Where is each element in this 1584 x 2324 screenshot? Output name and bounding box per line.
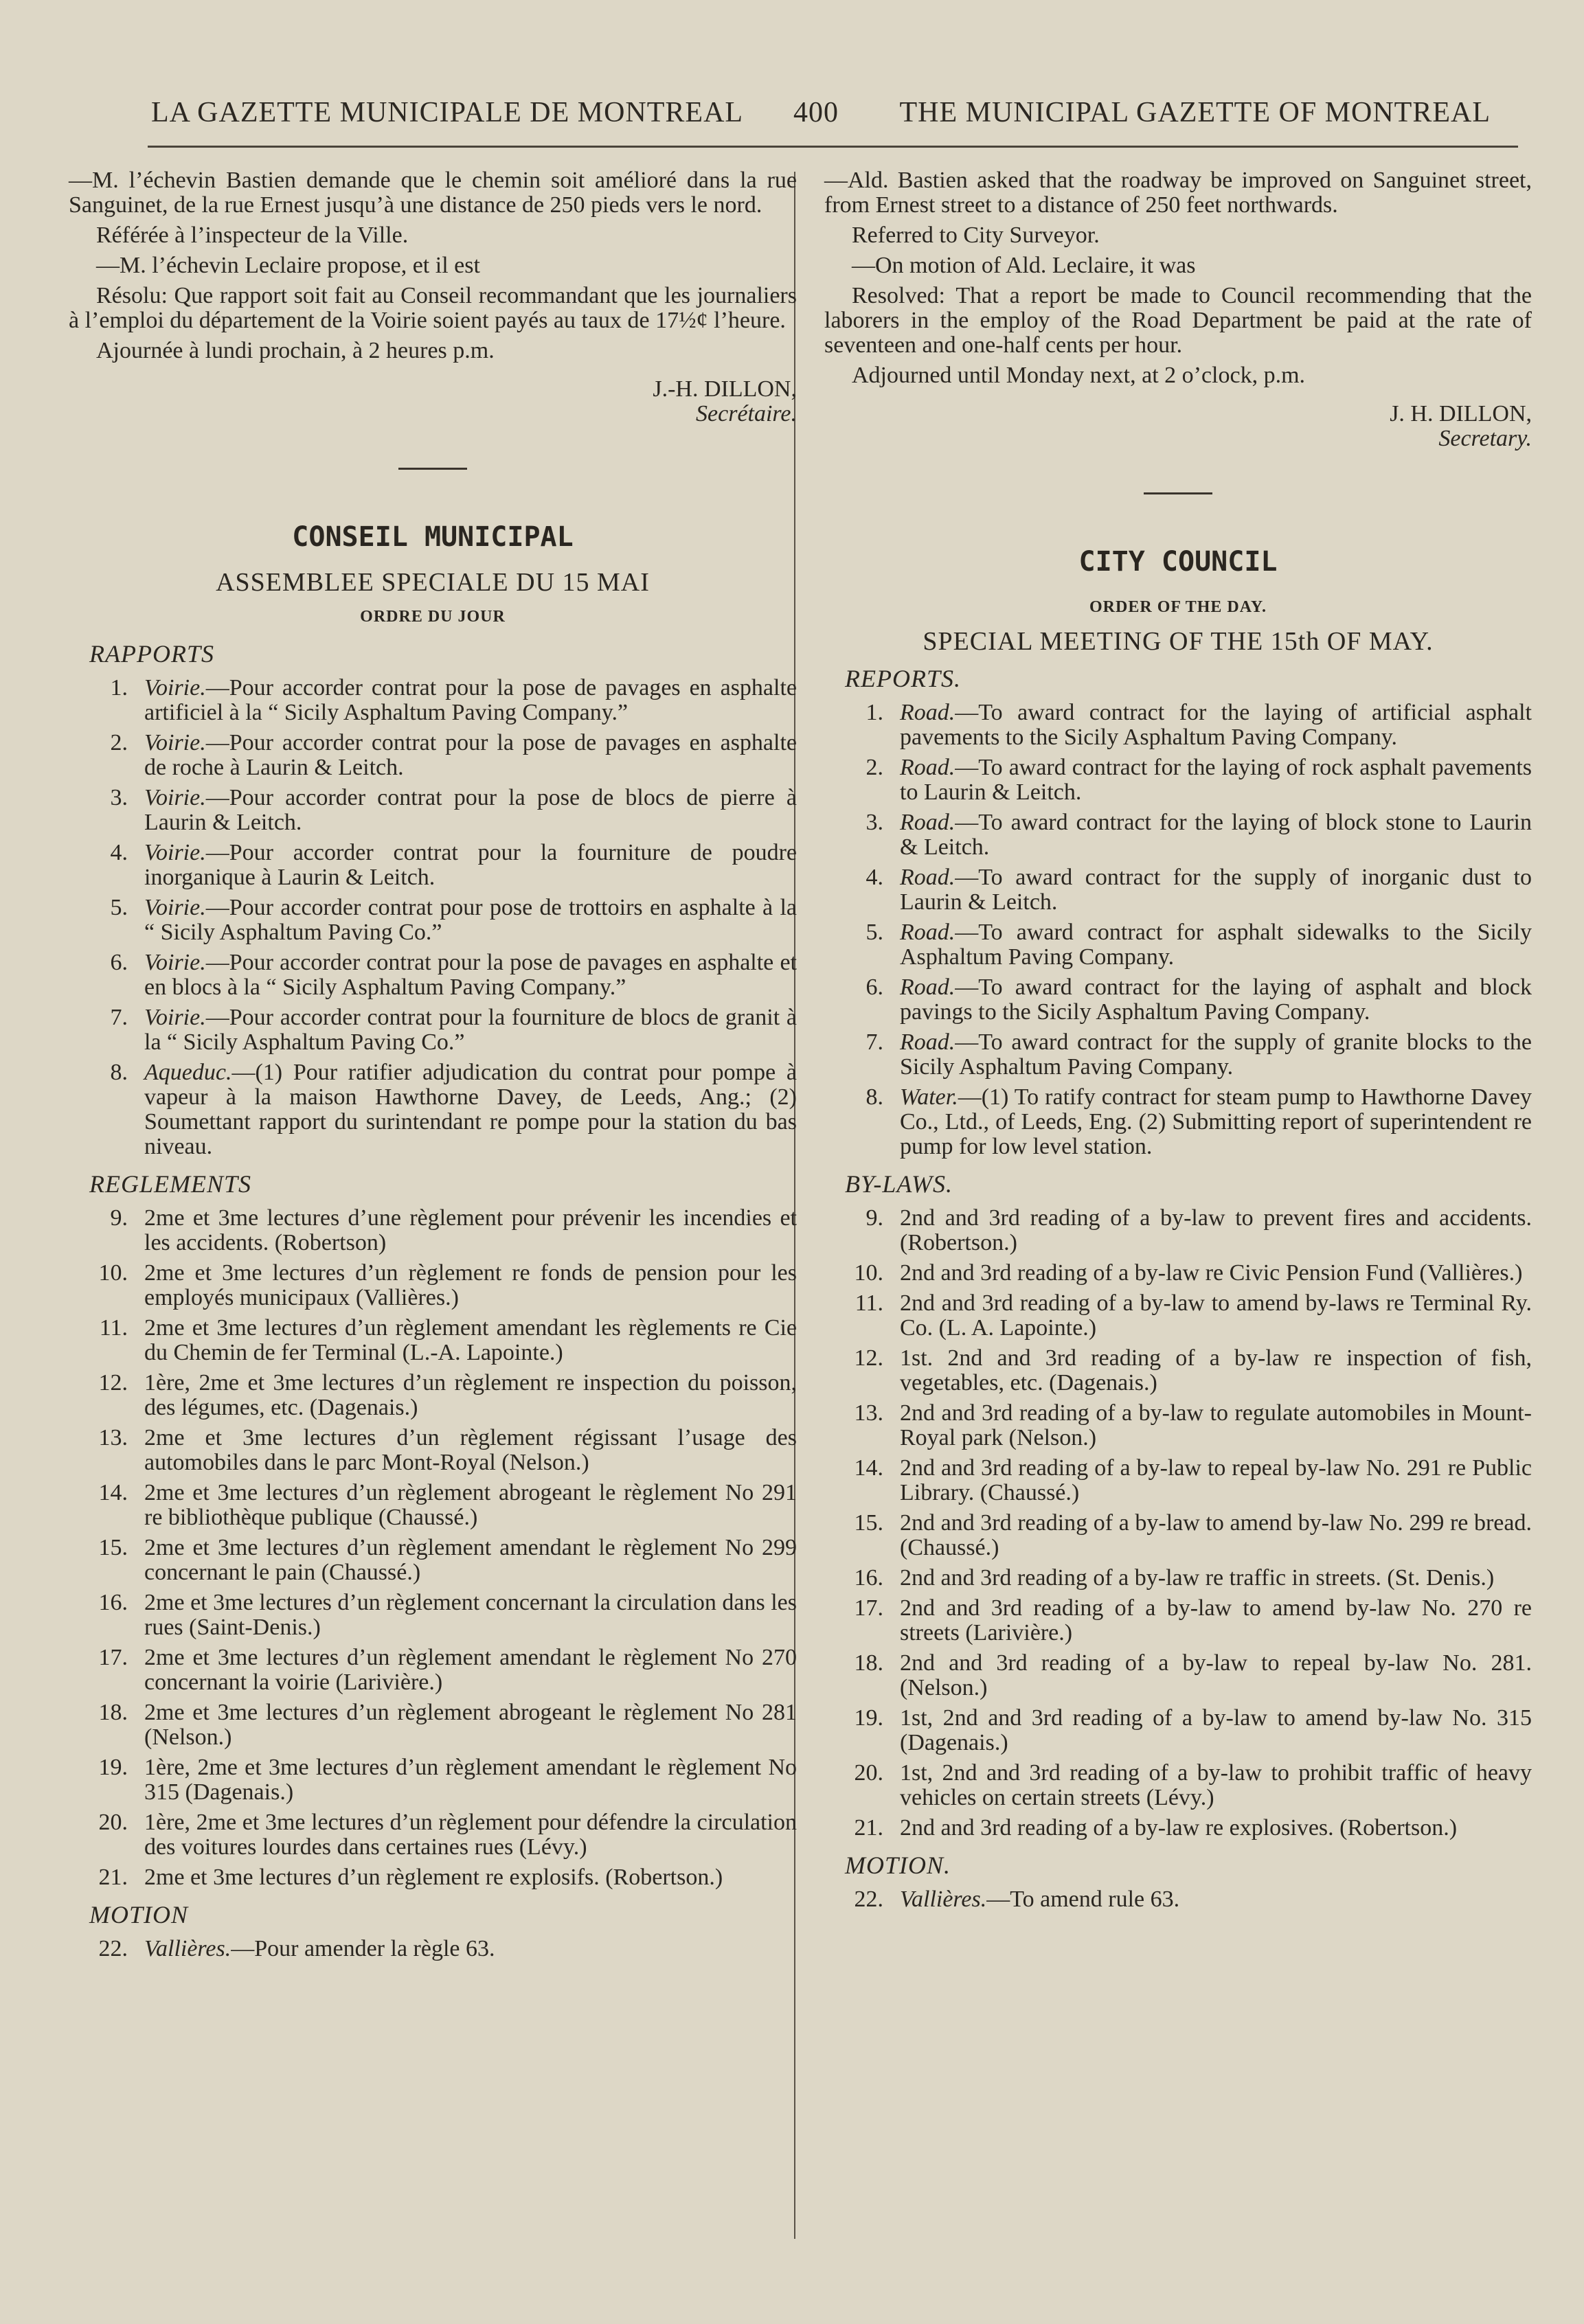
item-heading: Water.	[900, 1084, 958, 1110]
item-number: 4.	[865, 865, 883, 890]
item-number: 1.	[865, 700, 883, 725]
item-number: 7.	[865, 1029, 883, 1055]
item-body: 1ère, 2me et 3me lectures d’un règlement pour défendre la circulation des voitures lourdes dans certaines rues (Lévy.)	[144, 1810, 797, 1860]
reports-item	[69, 731, 797, 780]
item-body: —Pour accorder contrat pour la pose de pavages en asphalte de roche à Laurin & Leitch.	[144, 730, 797, 780]
motion-item	[69, 1937, 797, 1961]
intro-paragraphs	[824, 168, 1532, 388]
page-header	[144, 96, 1491, 144]
item-text	[144, 731, 797, 780]
bylaws-item	[824, 1401, 1532, 1450]
item-heading: Voirie.	[144, 1005, 206, 1030]
bylaws-item	[69, 1481, 797, 1530]
intro-paragraph: Adjourned until Monday next, at 2 o’clock, p.m.	[852, 363, 1306, 388]
item-number: 15.	[98, 1535, 128, 1560]
bylaws-list	[69, 1206, 797, 1890]
bylaws-heading: BY-LAWS.	[845, 1170, 953, 1198]
item-body: 2me et 3me lectures d’un règlement re explosifs. (Robertson.)	[144, 1865, 723, 1890]
item-text	[144, 1865, 797, 1890]
item-text	[900, 1261, 1532, 1286]
item-text	[900, 1206, 1532, 1255]
item-heading: Voirie.	[144, 840, 206, 865]
item-text	[144, 841, 797, 890]
item-body: —To award contract for the laying of rock asphalt pavements to Laurin & Leitch.	[900, 755, 1532, 805]
intro-paragraph: Referred to City Surveyor.	[852, 223, 1100, 248]
item-body: 2nd and 3rd reading of a by-law to repeal by-law No. 281. (Nelson.)	[900, 1650, 1532, 1700]
reports-item	[69, 676, 797, 725]
item-number: 9.	[110, 1205, 128, 1231]
item-body: 1ère, 2me et 3me lectures d’un règlement amendant le règlement No 315 (Dagenais.)	[144, 1755, 797, 1805]
item-text	[900, 1596, 1532, 1645]
item-number: 8.	[865, 1084, 883, 1110]
bylaws-item	[824, 1206, 1532, 1255]
reports-item	[69, 841, 797, 890]
item-number: 11.	[855, 1290, 883, 1316]
bylaws-item	[824, 1261, 1532, 1286]
item-text	[144, 950, 797, 1000]
bylaws-item	[824, 1346, 1532, 1395]
item-text	[144, 1536, 797, 1585]
item-body: 2me et 3me lectures d’un règlement amendant le règlement No 270 concernant la voirie (Larivière.)	[144, 1645, 797, 1695]
item-text	[900, 810, 1532, 860]
item-number: 2.	[110, 730, 128, 755]
item-text	[144, 676, 797, 725]
item-body: 2me et 3me lectures d’un règlement abrogeant le règlement No 291 re bibliothèque publique (Chaussé.)	[144, 1480, 797, 1530]
item-body: —To award contract for the laying of block stone to Laurin & Leitch.	[900, 810, 1532, 860]
item-number: 14.	[854, 1455, 883, 1481]
item-body: 2nd and 3rd reading of a by-law re Civic Pension Fund (Vallières.)	[900, 1260, 1523, 1286]
item-text	[900, 700, 1532, 750]
motion-heading: MOTION.	[845, 1852, 951, 1879]
item-number: 15.	[854, 1510, 883, 1536]
item-text	[144, 1481, 797, 1530]
signature-name: J.-H. DILLON,	[653, 376, 797, 402]
item-text	[144, 1316, 797, 1365]
item-number: 22.	[854, 1887, 883, 1912]
item-number: 9.	[865, 1205, 883, 1231]
item-number: 17.	[98, 1645, 128, 1670]
reports-item	[824, 865, 1532, 915]
meeting-title: ASSEMBLEE SPECIALE DU 15 MAI	[216, 568, 650, 597]
bylaws-item	[824, 1291, 1532, 1341]
item-body: —(1) To ratify contract for steam pump to Hawthorne Davey Co., Ltd., of Leeds, Eng. (2) Submitting report of superintendent re pump for low level station.	[900, 1084, 1532, 1159]
item-text	[900, 1401, 1532, 1450]
reports-item	[824, 755, 1532, 805]
item-text	[144, 1371, 797, 1420]
header-french-title: LA GAZETTE MUNICIPALE DE MONTREAL	[151, 97, 744, 128]
item-text	[144, 786, 797, 835]
item-body: 2me et 3me lectures d’un règlement concernant la circulation dans les rues (Saint-Denis.)	[144, 1590, 797, 1640]
item-heading: Voirie.	[144, 785, 206, 810]
french-column	[69, 168, 797, 1967]
item-body: —To award contract for the supply of inorganic dust to Laurin & Leitch.	[900, 865, 1532, 915]
item-text	[900, 1566, 1532, 1591]
item-text	[900, 1761, 1532, 1810]
bylaws-item	[69, 1536, 797, 1585]
item-number: 6.	[865, 975, 883, 1000]
item-body: 2nd and 3rd reading of a by-law re traffic in streets. (St. Denis.)	[900, 1565, 1495, 1591]
item-text	[900, 1030, 1532, 1080]
item-number: 20.	[98, 1810, 128, 1835]
item-number: 18.	[98, 1700, 128, 1725]
item-number: 3.	[110, 785, 128, 810]
item-heading: Aqueduc.	[144, 1060, 232, 1085]
item-number: 1.	[110, 675, 128, 700]
item-body: 2me et 3me lectures d’un règlement abrogeant le règlement No 281 (Nelson.)	[144, 1700, 797, 1750]
item-number: 16.	[98, 1590, 128, 1615]
bylaws-list	[824, 1206, 1532, 1841]
item-body: —Pour accorder contrat pour la pose de pavages en asphalte artificiel à la “ Sicily Asphaltum Paving Company.”	[144, 675, 797, 725]
header-english-title: THE MUNICIPAL GAZETTE OF MONTREAL	[899, 97, 1491, 128]
item-text	[144, 1937, 797, 1961]
item-text	[144, 1591, 797, 1640]
item-heading: Voirie.	[144, 950, 206, 975]
reports-item	[69, 950, 797, 1000]
item-body: 2me et 3me lectures d’un règlement amendant les règlements re Cie du Chemin de fer Terminal (L.-A. Lapointe.)	[144, 1315, 797, 1365]
item-number: 14.	[98, 1480, 128, 1505]
item-number: 5.	[110, 895, 128, 920]
item-number: 21.	[98, 1865, 128, 1890]
order-of-day: ORDER OF THE DAY.	[1089, 598, 1267, 616]
item-number: 10.	[98, 1260, 128, 1286]
item-number: 2.	[865, 755, 883, 780]
bylaws-item	[824, 1511, 1532, 1560]
item-heading: Vallières.	[144, 1936, 231, 1961]
reports-list	[69, 676, 797, 1159]
bylaws-item	[69, 1755, 797, 1805]
item-number: 6.	[110, 950, 128, 975]
item-body: 2nd and 3rd reading of a by-law to amend by-law No. 270 re streets (Larivière.)	[900, 1595, 1532, 1645]
item-body: 2me et 3me lectures d’une règlement pour prévenir les incendies et les accidents. (Robertson)	[144, 1205, 797, 1255]
item-body: —Pour accorder contrat pour pose de trottoirs en asphalte à la “ Sicily Asphaltum Paving Co.”	[144, 895, 797, 945]
reports-item	[69, 896, 797, 945]
reports-item	[69, 1005, 797, 1055]
item-number: 13.	[854, 1400, 883, 1426]
item-number: 13.	[98, 1425, 128, 1450]
item-number: 11.	[99, 1315, 128, 1341]
item-text	[900, 1085, 1532, 1159]
reports-item	[824, 920, 1532, 970]
item-body: 2me et 3me lectures d’un règlement re fonds de pension pour les employés municipaux (Vallières.)	[144, 1260, 797, 1310]
item-number: 12.	[98, 1370, 128, 1395]
item-number: 17.	[854, 1595, 883, 1621]
bylaws-item	[824, 1596, 1532, 1645]
bylaws-item	[824, 1706, 1532, 1755]
reports-heading: RAPPORTS	[89, 640, 214, 668]
item-body: —Pour accorder contrat pour la pose de blocs de pierre à Laurin & Leitch.	[144, 785, 797, 835]
item-number: 19.	[98, 1755, 128, 1780]
reports-list	[824, 700, 1532, 1159]
item-text	[144, 1700, 797, 1750]
intro-paragraph: Resolved: That a report be made to Council recommending that the laborers in the employ of the Road Department be paid at the rate of seventeen and one-half cents per hour.	[824, 283, 1532, 358]
item-body: —Pour accorder contrat pour la fourniture de blocs de granit à la “ Sicily Asphaltum Paving Co.”	[144, 1005, 797, 1055]
reports-item	[69, 786, 797, 835]
section-title: CONSEIL MUNICIPAL	[292, 521, 574, 553]
item-text	[144, 896, 797, 945]
item-text	[900, 1887, 1532, 1912]
item-text	[900, 1706, 1532, 1755]
bylaws-item	[824, 1651, 1532, 1700]
item-text	[900, 1651, 1532, 1700]
item-number: 7.	[110, 1005, 128, 1030]
page-number: 400	[793, 97, 839, 128]
reports-item	[824, 1030, 1532, 1080]
item-body: 2nd and 3rd reading of a by-law to prevent fires and accidents. (Robertson.)	[900, 1205, 1532, 1255]
item-number: 5.	[865, 920, 883, 945]
bylaws-item	[824, 1816, 1532, 1841]
item-number: 20.	[854, 1760, 883, 1786]
item-number: 21.	[854, 1815, 883, 1841]
item-text	[144, 1426, 797, 1475]
item-text	[900, 1291, 1532, 1341]
item-body: —To award contract for asphalt sidewalks to the Sicily Asphaltum Paving Company.	[900, 920, 1532, 970]
item-text	[900, 920, 1532, 970]
reports-heading: REPORTS.	[845, 665, 961, 692]
item-text	[144, 1005, 797, 1055]
bylaws-item	[69, 1261, 797, 1310]
signature-title: Secretary.	[1438, 426, 1532, 451]
bylaws-item	[69, 1810, 797, 1860]
item-body: 2nd and 3rd reading of a by-law to regulate automobiles in Mount-Royal park (Nelson.)	[900, 1400, 1532, 1450]
item-text	[900, 1816, 1532, 1841]
item-number: 3.	[865, 810, 883, 835]
intro-paragraph: Référée à l’inspecteur de la Ville.	[96, 223, 409, 248]
reports-item	[824, 975, 1532, 1025]
item-heading: Vallières.	[900, 1887, 987, 1912]
item-text	[900, 865, 1532, 915]
item-body: —To award contract for the laying of asphalt and block pavings to the Sicily Asphaltum Paving Company.	[900, 975, 1532, 1025]
item-text	[144, 1060, 797, 1159]
item-body: —To amend rule 63.	[986, 1887, 1180, 1912]
signature-name: J. H. DILLON,	[1390, 401, 1532, 426]
item-text	[144, 1755, 797, 1805]
item-heading: Voirie.	[144, 675, 206, 700]
item-body: 2nd and 3rd reading of a by-law to amend by-laws re Terminal Ry. Co. (L. A. Lapointe.)	[900, 1290, 1532, 1341]
intro-paragraph: Ajournée à lundi prochain, à 2 heures p.m.	[96, 338, 495, 363]
item-text	[900, 1346, 1532, 1395]
item-body: —To award contract for the supply of granite blocks to the Sicily Asphaltum Paving Company.	[900, 1029, 1532, 1080]
item-number: 10.	[854, 1260, 883, 1286]
item-body: —Pour accorder contrat pour la fourniture de poudre inorganique à Laurin & Leitch.	[144, 840, 797, 890]
meeting-title: SPECIAL MEETING OF THE 15th OF MAY.	[923, 627, 1434, 656]
bylaws-heading: REGLEMENTS	[89, 1170, 252, 1198]
section-title: CITY COUNCIL	[1078, 546, 1278, 578]
item-number: 19.	[854, 1705, 883, 1731]
order-of-day: ORDRE DU JOUR	[360, 608, 506, 626]
item-text	[900, 755, 1532, 805]
intro-paragraph: —M. l’échevin Bastien demande que le chemin soit amélioré dans la rue Sanguinet, de la rue Ernest jusqu’à une distance de 250 pieds vers le nord.	[69, 168, 797, 218]
reports-item	[824, 700, 1532, 750]
item-body: 2nd and 3rd reading of a by-law to amend by-law No. 299 re bread. (Chaussé.)	[900, 1510, 1532, 1560]
item-heading: Road.	[900, 755, 955, 780]
intro-paragraph: —On motion of Ald. Leclaire, it was	[852, 253, 1196, 278]
bylaws-item	[69, 1316, 797, 1365]
intro-paragraph: Résolu: Que rapport soit fait au Conseil recommandant que les journaliers à l’emploi du département de la Voirie soient payés au taux de 17½¢ l’heure.	[69, 283, 797, 333]
item-body: 1st. 2nd and 3rd reading of a by-law re inspection of fish, vegetables, etc. (Dagenais.)	[900, 1345, 1532, 1395]
reports-item	[69, 1060, 797, 1159]
bylaws-item	[69, 1371, 797, 1420]
bylaws-item	[69, 1206, 797, 1255]
item-heading: Road.	[900, 865, 955, 890]
item-body: 2nd and 3rd reading of a by-law re explosives. (Robertson.)	[900, 1815, 1458, 1841]
item-body: 1ère, 2me et 3me lectures d’un règlement re inspection du poisson, des légumes, etc. (Dagenais.)	[144, 1370, 797, 1420]
signature-title: Secrétaire.	[696, 401, 797, 426]
item-body: 2me et 3me lectures d’un règlement régissant l’usage des automobiles dans le parc Mont-Royal (Nelson.)	[144, 1425, 797, 1475]
intro-paragraph: —Ald. Bastien asked that the roadway be improved on Sanguinet street, from Ernest street to a distance of 250 feet northwards.	[824, 168, 1532, 218]
item-heading: Voirie.	[144, 730, 206, 755]
item-number: 22.	[98, 1936, 128, 1961]
item-text	[144, 1206, 797, 1255]
item-body: —(1) Pour ratifier adjudication du contrat pour pompe à vapeur à la maison Hawthorne Davey, de Leeds, Ang.; (2) Soumettant rapport du surintendant re pompe pour la station du bas niveau.	[144, 1060, 797, 1159]
item-heading: Road.	[900, 975, 955, 1000]
item-text	[144, 1810, 797, 1860]
item-body: —Pour amender la règle 63.	[231, 1936, 495, 1961]
bylaws-item	[69, 1591, 797, 1640]
item-text	[900, 975, 1532, 1025]
intro-paragraph: —M. l’échevin Leclaire propose, et il est	[96, 253, 480, 278]
item-number: 8.	[110, 1060, 128, 1085]
section-divider	[398, 468, 467, 470]
item-heading: Voirie.	[144, 895, 206, 920]
item-text	[900, 1511, 1532, 1560]
bylaws-item	[824, 1566, 1532, 1591]
item-body: 2nd and 3rd reading of a by-law to repeal by-law No. 291 re Public Library. (Chaussé.)	[900, 1455, 1532, 1505]
item-number: 16.	[854, 1565, 883, 1591]
section-divider	[1144, 492, 1212, 494]
english-column	[824, 168, 1532, 1917]
item-body: —Pour accorder contrat pour la pose de pavages en asphalte et en blocs à la “ Sicily Asphaltum Paving Company.”	[144, 950, 797, 1000]
item-heading: Road.	[900, 810, 955, 835]
item-number: 12.	[854, 1345, 883, 1371]
item-text	[144, 1645, 797, 1695]
bylaws-item	[69, 1700, 797, 1750]
motion-item	[824, 1887, 1532, 1912]
bylaws-item	[69, 1426, 797, 1475]
bylaws-item	[69, 1645, 797, 1695]
item-number: 18.	[854, 1650, 883, 1676]
item-number: 4.	[110, 840, 128, 865]
motion-heading: MOTION	[89, 1901, 189, 1928]
item-body: 1st, 2nd and 3rd reading of a by-law to prohibit traffic of heavy vehicles on certain streets (Lévy.)	[900, 1760, 1532, 1810]
item-heading: Road.	[900, 700, 955, 725]
item-body: —To award contract for the laying of artificial asphalt pavements to the Sicily Asphaltum Paving Company.	[900, 700, 1532, 750]
item-heading: Road.	[900, 1029, 955, 1055]
item-body: 1st, 2nd and 3rd reading of a by-law to amend by-law No. 315 (Dagenais.)	[900, 1705, 1532, 1755]
bylaws-item	[824, 1761, 1532, 1810]
bylaws-item	[69, 1865, 797, 1890]
reports-item	[824, 810, 1532, 860]
header-rule	[148, 146, 1518, 148]
intro-paragraphs	[69, 168, 797, 363]
item-text	[900, 1456, 1532, 1505]
item-text	[144, 1261, 797, 1310]
motion-list	[69, 1937, 797, 1961]
reports-item	[824, 1085, 1532, 1159]
motion-list	[824, 1887, 1532, 1912]
item-body: 2me et 3me lectures d’un règlement amendant le règlement No 299 concernant le pain (Chaussé.)	[144, 1535, 797, 1585]
item-heading: Road.	[900, 920, 955, 945]
bylaws-item	[824, 1456, 1532, 1505]
